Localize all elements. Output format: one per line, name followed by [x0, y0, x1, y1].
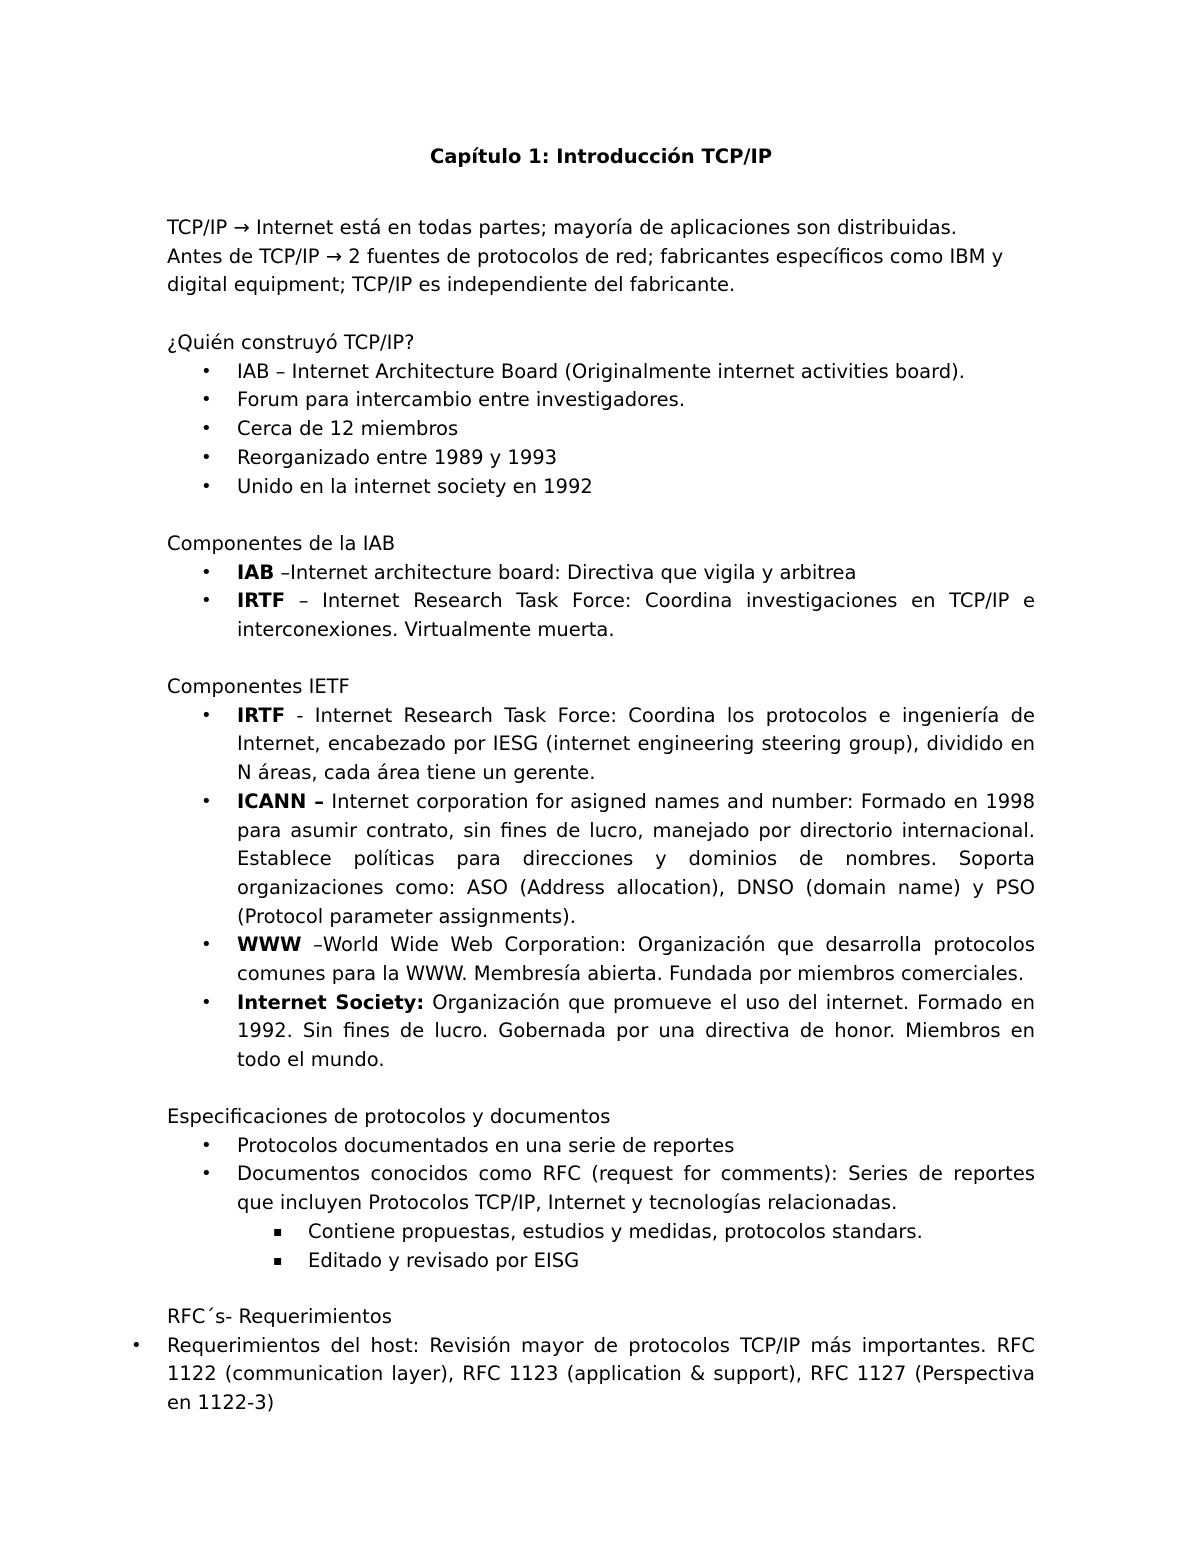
square-bullet-icon: ▪ — [273, 1223, 283, 1240]
list-item-text: Reorganizado entre 1989 y 1993 — [237, 445, 558, 469]
page-title: Capítulo 1: Introducción TCP/IP — [429, 145, 773, 168]
list-item-term: IRTF — [237, 703, 286, 727]
bullet-icon: • — [201, 475, 212, 497]
intro-line-1: TCP/IP → Internet está en todas partes; mayoría de aplicaciones son distribuidas. — [167, 216, 957, 239]
list-item — [167, 1160, 1035, 1217]
list-item-text: Internet corporation for asigned names and number: Formado en 1998 para asumir contrato, sin fines de lucro, manejado por directorio internacional. Establece políticas para direcciones y dominios de nombres. Soporta organizaciones como: ASO (Address allocation), DNSO (domain name) y PSO (Protocol parameter assignments). — [237, 789, 1035, 928]
bullet-icon: • — [201, 790, 212, 812]
list-item-text: IAB – Internet Architecture Board (Originalmente internet activities board). — [237, 359, 965, 383]
sub-list-item — [167, 1247, 1035, 1276]
list-item-text: - Internet Research Task Force: Coordina los protocolos e ingeniería de Internet, encabezado por IESG (internet engineering steering group), dividido en N áreas, cada área tiene un gerente. — [237, 703, 1035, 785]
list-item — [167, 1132, 1035, 1161]
section-heading-specs: Especificaciones de protocolos y documentos — [167, 1105, 611, 1128]
bullet-icon: • — [201, 704, 212, 726]
specs-list — [167, 1132, 1035, 1218]
list-item — [167, 473, 1035, 502]
list-item-text: Documentos conocidos como RFC (request for comments): Series de reportes que incluyen Protocolos TCP/IP, Internet y tecnologías relacionadas. — [237, 1162, 1035, 1215]
list-item — [167, 386, 1035, 415]
list-item-term: Internet Society: — [237, 990, 425, 1014]
list-item-text: – Internet Research Task Force: Coordina investigaciones en TCP/IP e interconexiones. Virtualmente muerta. — [237, 589, 1035, 642]
bullet-icon: • — [201, 991, 212, 1013]
list-item-text: Forum para intercambio entre investigadores. — [237, 388, 686, 412]
rfc-section — [131, 1303, 1035, 1418]
specs-section — [167, 1103, 1035, 1275]
list-item — [167, 444, 1035, 473]
list-item — [167, 989, 1035, 1075]
bullet-icon: • — [131, 1334, 142, 1356]
list-item-term: IRTF — [237, 589, 286, 613]
list-item-text: Organización que promueve el uso del internet. Formado en 1992. Sin fines de lucro. Gobernada por una directiva de honor. Miembros en todo el mundo. — [237, 990, 1036, 1072]
list-item — [167, 931, 1035, 988]
who-section — [167, 329, 1035, 501]
bullet-icon: • — [201, 561, 212, 583]
section-heading-who: ¿Quién construyó TCP/IP? — [167, 331, 415, 354]
section-heading-rfc: RFC´s- Requerimientos — [167, 1305, 392, 1328]
list-item-term: IAB — [237, 560, 275, 584]
bullet-icon: • — [201, 590, 212, 612]
who-list — [167, 358, 1035, 502]
bullet-icon: • — [201, 389, 212, 411]
list-item — [167, 415, 1035, 444]
iab-list — [167, 559, 1035, 645]
list-item — [167, 559, 1035, 588]
sub-list-item — [167, 1218, 1035, 1247]
sub-list-item-text: Contiene propuestas, estudios y medidas, protocolos standars. — [308, 1219, 923, 1243]
rfc-list — [131, 1332, 1035, 1418]
list-item-text: Cerca de 12 miembros — [237, 417, 459, 441]
bullet-icon: • — [201, 360, 212, 382]
section-heading-iab: Componentes de la IAB — [167, 532, 396, 555]
iab-section — [167, 530, 1035, 645]
bullet-icon: • — [201, 446, 212, 468]
intro-line-2: Antes de TCP/IP → 2 fuentes de protocolos de red; fabricantes específicos como IBM y digital equipment; TCP/IP es independiente del fabricante. — [167, 244, 1004, 297]
ietf-list — [167, 702, 1035, 1075]
specs-sublist — [167, 1218, 1035, 1275]
square-bullet-icon: ▪ — [273, 1252, 283, 1269]
list-item-text: Requerimientos del host: Revisión mayor de protocolos TCP/IP más importantes. RFC 1122 (communication layer), RFC 1123 (application & support), RFC 1127 (Perspectiva en 1122-3) — [167, 1333, 1035, 1415]
list-item-text: –World Wide Web Corporation: Organización que desarrolla protocolos comunes para la WWW. Membresía abierta. Fundada por miembros comerciales. — [237, 933, 1035, 986]
list-item — [167, 587, 1035, 644]
bullet-icon: • — [201, 1163, 212, 1185]
bullet-icon: • — [201, 418, 212, 440]
list-item-term: WWW — [237, 933, 302, 957]
section-heading-ietf: Componentes IETF — [167, 675, 350, 698]
intro-section — [167, 214, 1035, 300]
list-item-term: ICANN – — [237, 789, 325, 813]
list-item — [167, 788, 1035, 932]
list-item — [167, 702, 1035, 788]
bullet-icon: • — [201, 1134, 212, 1156]
list-item — [167, 358, 1035, 387]
ietf-section — [167, 673, 1035, 1075]
bullet-icon: • — [201, 934, 212, 956]
list-item — [131, 1332, 1035, 1418]
list-item-text: Unido en la internet society en 1992 — [237, 474, 593, 498]
sub-list-item-text: Editado y revisado por EISG — [308, 1248, 580, 1272]
list-item-text: –Internet architecture board: Directiva que vigila y arbitrea — [274, 560, 857, 584]
list-item-text: Protocolos documentados en una serie de reportes — [237, 1133, 735, 1157]
